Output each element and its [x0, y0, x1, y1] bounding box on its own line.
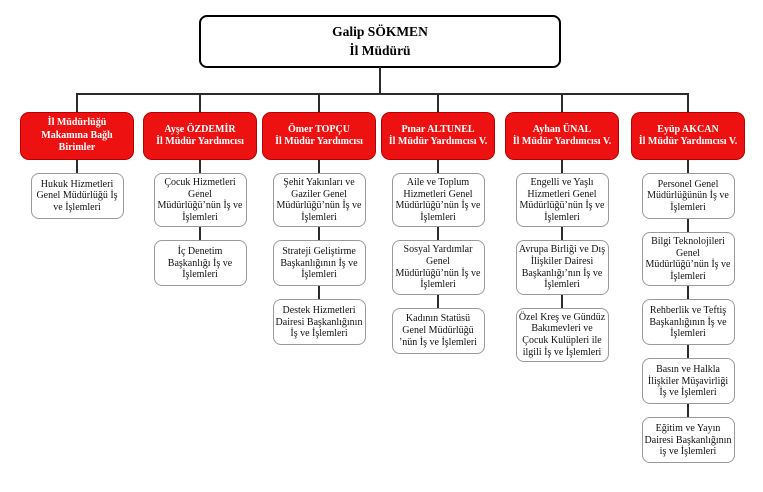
column-3-header-line2: İl Müdür Yardımcısı [275, 136, 363, 147]
column-1-drop-line [76, 93, 78, 112]
column-2-node-2: İç Denetim Başkanlığı İş ve İşlemleri [154, 240, 247, 286]
column-4-header-line1: Pınar ALTUNEL [401, 123, 475, 135]
column-6-connector-5 [687, 404, 689, 417]
column-2-header-line1: Ayşe ÖZDEMİR [164, 123, 236, 135]
column-5-header [505, 112, 619, 160]
column-1-header [20, 112, 134, 160]
column-2-connector-1 [199, 160, 201, 173]
root-connector-line [379, 67, 381, 93]
root-name: Galip SÖKMEN [332, 24, 428, 40]
column-5-header-line2: İl Müdür Yardımcısı V. [512, 136, 612, 147]
column-2 [143, 112, 257, 286]
column-4-node-2: Sosyal Yardımlar Genel Müdürlüğü’nün İş ve İşlemleri [392, 240, 485, 294]
column-2-drop-line [199, 93, 201, 112]
column-4-header-line2: İl Müdür Yardımcısı V. [388, 136, 488, 147]
column-5-drop-line [561, 93, 563, 112]
column-1-header-line1: İl Müdürlüğü Makamına Bağlı Birimler [41, 117, 113, 154]
column-6-header-line1: Eyüp AKCAN [657, 123, 719, 135]
column-3-connector-1 [318, 160, 320, 173]
column-1 [20, 112, 134, 219]
column-2-header [143, 112, 257, 160]
column-6-connector-1 [687, 160, 689, 173]
column-3-header-line1: Ömer TOPÇU [288, 123, 350, 135]
column-4-node-1: Aile ve Toplum Hizmetleri Genel Müdürlüğü’nün İş ve İşlemleri [392, 173, 485, 227]
column-4-node-3: Kadının Statüsü Genel Müdürlüğü ’nün İş ve İşlemleri [392, 308, 485, 354]
column-5-connector-2 [561, 227, 563, 240]
root-title: İl Müdürü [349, 42, 411, 58]
column-3 [262, 112, 376, 345]
column-1-node-1: Hukuk Hizmetleri Genel Müdürlüğü İş ve İşlemleri [31, 173, 124, 219]
column-6-header-line2: İl Müdür Yardımcısı V. [638, 136, 738, 147]
column-5 [505, 112, 619, 362]
column-4-header [381, 112, 495, 160]
column-4-drop-line [437, 93, 439, 112]
column-4 [381, 112, 495, 354]
column-3-node-3: Destek Hizmetleri Dairesi Başkanlığının İş ve İşlemleri [273, 299, 366, 345]
column-6-connector-3 [687, 286, 689, 299]
column-3-connector-3 [318, 286, 320, 299]
column-3-drop-line [318, 93, 320, 112]
column-3-node-1: Şehit Yakınları ve Gaziler Genel Müdürlüğü’nün İş ve İşlemleri [273, 173, 366, 227]
column-5-header-line1: Ayhan ÜNAL [532, 123, 592, 135]
column-6-connector-2 [687, 219, 689, 232]
column-6-node-1: Personel Genel Müdürlüğünün İş ve İşlemleri [642, 173, 735, 219]
column-6-connector-4 [687, 345, 689, 358]
column-4-connector-2 [437, 227, 439, 240]
column-2-node-1: Çocuk Hizmetleri Genel Müdürlüğü’nün İş ve İşlemleri [154, 173, 247, 227]
column-4-connector-3 [437, 295, 439, 308]
column-3-node-2: Strateji Geliştirme Başkanlığının İş ve İşlemleri [273, 240, 366, 286]
column-6-node-2: Bilgi Teknolojileri Genel Müdürlüğü’nün İş ve İşlemleri [642, 232, 735, 286]
column-1-connector-1 [76, 160, 78, 173]
column-2-header-line2: İl Müdür Yardımcısı [156, 136, 244, 147]
column-6-header [631, 112, 745, 160]
bus-connector-line [77, 93, 689, 95]
column-6-node-3: Rehberlik ve Teftiş Başkanlığının İş ve İşlemleri [642, 299, 735, 345]
column-5-node-2: Avrupa Birliği ve Dış İlişkiler Dairesi Başkanlığı’nın İş ve İşlemleri [516, 240, 609, 294]
column-5-connector-1 [561, 160, 563, 173]
column-6-drop-line [687, 93, 689, 112]
column-3-connector-2 [318, 227, 320, 240]
root-node [199, 15, 561, 68]
column-4-connector-1 [437, 160, 439, 173]
column-6 [631, 112, 745, 463]
column-2-connector-2 [199, 227, 201, 240]
column-5-connector-3 [561, 295, 563, 308]
column-6-node-5: Eğitim ve Yayın Dairesi Başkanlığının iş ve İşlemleri [642, 417, 735, 463]
column-6-node-4: Basın ve Halkla İlişkiler Müşavirliği İş ve İşlemleri [642, 358, 735, 404]
column-5-node-3: Özel Kreş ve Gündüz Bakımevleri ve Çocuk Kulüpleri ile ilgili İş ve İşlemleri [516, 308, 609, 362]
column-3-header [262, 112, 376, 160]
column-5-node-1: Engelli ve Yaşlı Hizmetleri Genel Müdürlüğü’nün İş ve İşlemleri [516, 173, 609, 227]
